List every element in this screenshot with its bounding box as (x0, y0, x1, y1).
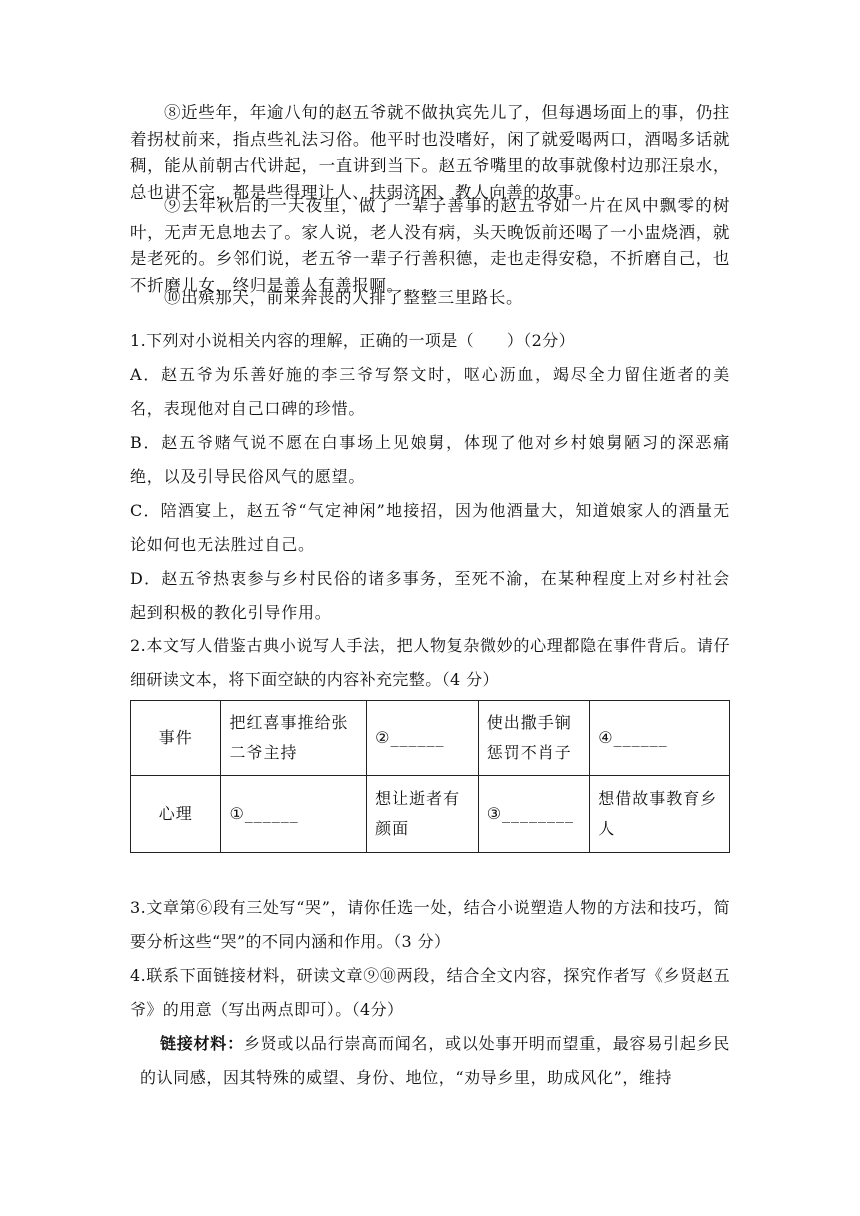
paragraph-10: ⑩出殡那天，前来奔丧的人排了整整三里路长。 (164, 288, 524, 307)
event-psychology-table (130, 700, 730, 853)
link-material-text: 乡贤或以品行崇高而闻名，或以处事开明而望重，最容易引起乡民的认同感，因其特殊的威望、身份、地位，“劝导乡里，助成风化”，维持 (140, 1034, 730, 1087)
question-4-stem: 4.联系下面链接材料，研读文章⑨⑩两段，结合全文内容，探究作者写《乡贤赵五爷》的用意（写出两点即可）。（4分） (130, 966, 730, 1019)
question-3-stem: 3.文章第⑥段有三处写“哭”，请你任选一处，结合小说塑造人物的方法和技巧，简要分析这些“哭”的不同内涵和作用。（3 分） (130, 898, 730, 951)
table-blank-cell: ④______ (590, 701, 730, 776)
question-2-stem: 2.本文写人借鉴古典小说写人手法，把人物复杂微妙的心理都隐在事件背后。请仔细研读文本，将下面空缺的内容补充完整。（4 分） (130, 636, 730, 689)
table-cell: 使出撒手锏惩罚不肖子 (478, 701, 590, 776)
table-cell: 把红喜事推给张二爷主持 (221, 701, 367, 776)
table-row-events (131, 701, 730, 776)
question-1-stem: 1.下列对小说相关内容的理解，正确的一项是（ ）（2分） (130, 331, 576, 350)
table-cell: 想借故事教育乡人 (590, 776, 730, 853)
question-1-option-a: A．赵五爷为乐善好施的李三爷写祭文时，呕心沥血，竭尽全力留住逝者的美名，表现他对自己口碑的珍惜。 (130, 365, 730, 418)
question-1-option-d: D．赵五爷热衷参与乡村民俗的诸多事务，至死不渝，在某种程度上对乡村社会起到积极的教化引导作用。 (130, 569, 730, 622)
table-header-psychology: 心理 (131, 776, 221, 853)
table-header-event: 事件 (131, 701, 221, 776)
link-material (140, 1027, 730, 1095)
table-blank-cell: ②______ (367, 701, 479, 776)
table-blank-cell: ①______ (221, 776, 367, 853)
table-blank-cell: ③________ (478, 776, 590, 853)
table-cell: 想让逝者有颜面 (367, 776, 479, 853)
question-1-option-b: B．赵五爷赌气说不愿在白事场上见娘舅，体现了他对乡村娘舅陋习的深恶痛绝，以及引导民俗风气的愿望。 (130, 433, 730, 486)
question-1-option-c: C．陪酒宴上，赵五爷“气定神闲”地接招，因为他酒量大，知道娘家人的酒量无论如何也无法胜过自己。 (130, 501, 730, 554)
link-material-label: 链接材料： (160, 1034, 244, 1053)
paragraph-9: ⑨去年秋后的一天夜里，做了一辈子善事的赵五爷如一片在风中飘零的树叶，无声无息地去了。家人说，老人没有病，头天晚饭前还喝了一小盅烧酒，就是老死的。乡邻们说，老五爷一辈子行善积德，走也走得安稳，不折磨自己，也不折磨儿女，终归是善人有善报啊。 (130, 196, 730, 295)
paragraph-8: ⑧近些年，年逾八旬的赵五爷就不做执宾先儿了，但每遇场面上的事，仍拄着拐杖前来，指点些礼法习俗。他平时也没嗜好，闲了就爱喝两口，酒喝多话就稠，能从前朝古代讲起，一直讲到当下。赵五爷嘴里的故事就像村边那汪泉水，总也讲不完，都是些得理让人、扶弱济困、教人向善的故事。 (130, 103, 730, 202)
table-row-psychology (131, 776, 730, 853)
